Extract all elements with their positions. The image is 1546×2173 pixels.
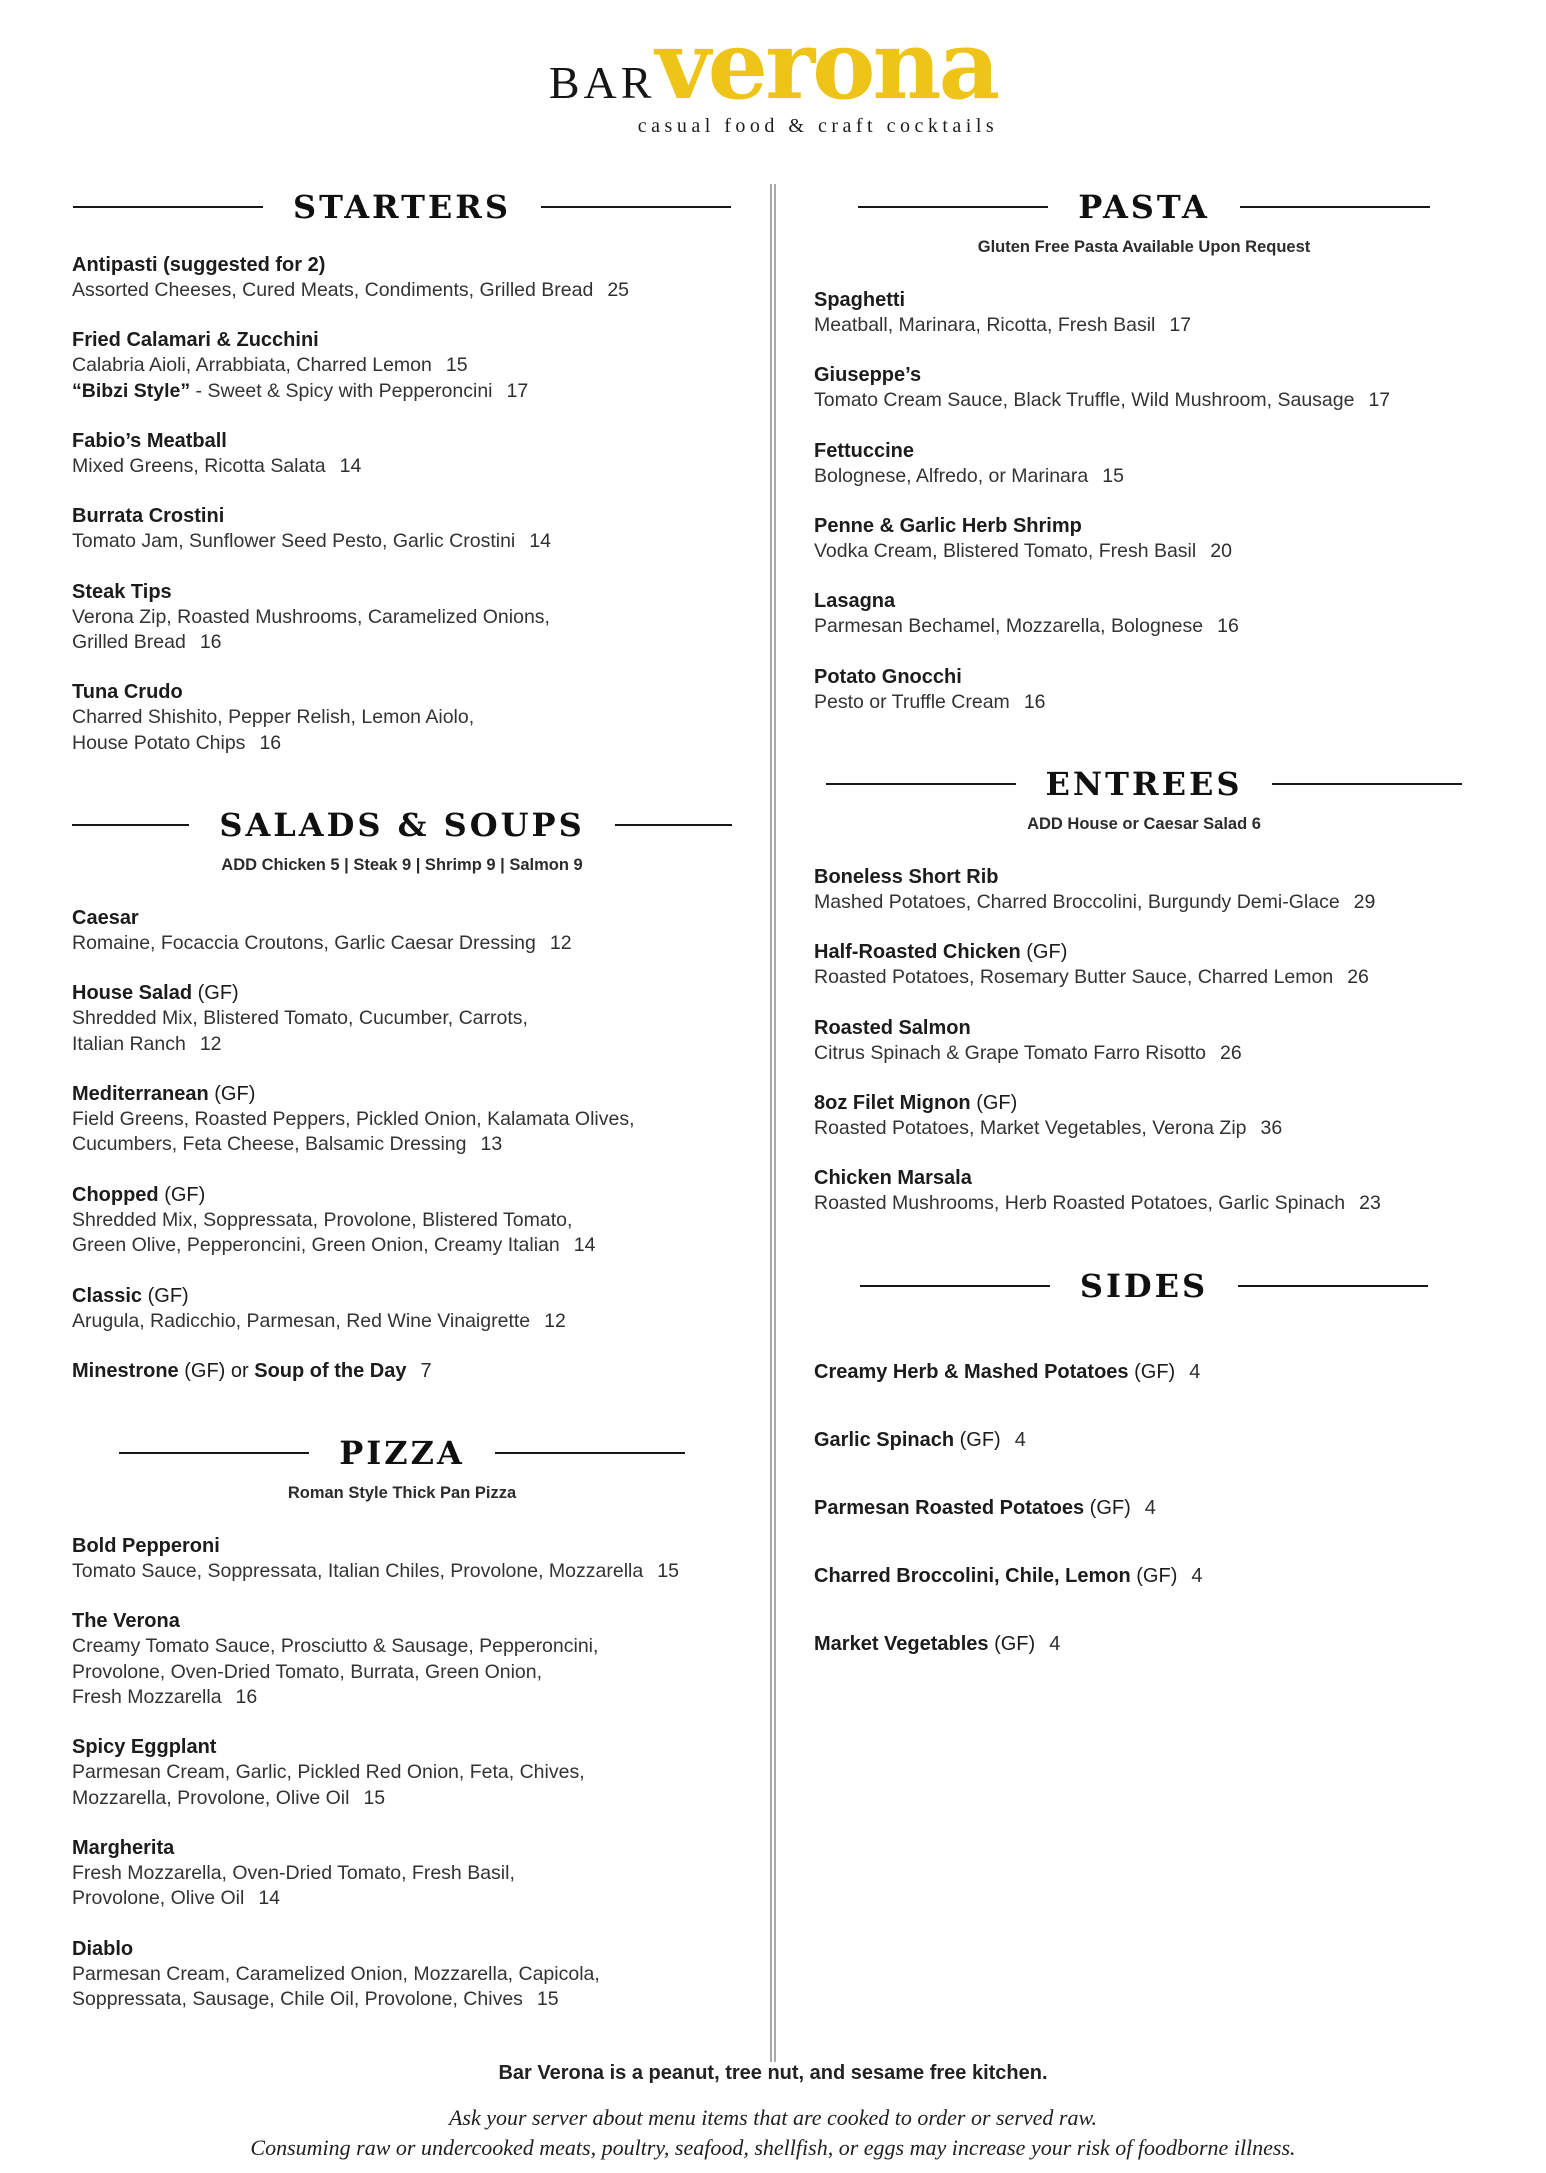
item-price: 25 xyxy=(607,279,630,301)
item-desc-text: Bolognese, Alfredo, or Marinara xyxy=(814,464,1089,487)
item-desc-text: Parmesan Bechamel, Mozzarella, Bolognese xyxy=(814,615,1204,638)
item-name-text: Classic xyxy=(72,1284,143,1307)
item-price: 15 xyxy=(445,354,468,377)
item-desc-text: Citrus Spinach & Grape Tomato Farro Risotto xyxy=(814,1041,1206,1064)
item-desc-text: Creamy Tomato Sauce, Prosciutto & Sausage, Pepperoncini, xyxy=(72,1635,599,1658)
item-desc-text: Tomato Cream Sauce, Black Truffle, Wild Mushroom, Sausage xyxy=(814,389,1355,412)
item-price: 14 xyxy=(339,455,362,478)
item-name xyxy=(72,679,732,705)
item-name-text: Caesar xyxy=(72,907,139,930)
item-name xyxy=(72,980,732,1006)
menu-section-entrees xyxy=(814,765,1474,1217)
item-price: 15 xyxy=(363,1786,386,1809)
menu-item xyxy=(814,287,1474,338)
item-desc-line xyxy=(72,1861,732,1886)
item-desc-text: (GF) xyxy=(1084,1496,1131,1519)
item-name xyxy=(72,1182,732,1208)
item-desc-line xyxy=(72,605,732,630)
item-name-text: House Salad xyxy=(72,982,193,1005)
menu-item xyxy=(814,864,1474,915)
item-desc-line xyxy=(72,1786,732,1811)
item-price: 20 xyxy=(1210,540,1232,563)
item-name xyxy=(814,438,1474,464)
item-desc-text: (GF) xyxy=(208,1083,256,1106)
item-desc-text: Cucumbers, Feta Cheese, Balsamic Dressing xyxy=(72,1133,467,1156)
item-price: 14 xyxy=(573,1234,596,1257)
item-name xyxy=(72,1283,732,1309)
section-header xyxy=(814,1267,1474,1305)
header-rule-left xyxy=(72,824,189,826)
item-desc-line xyxy=(72,1660,732,1685)
item-name-text: “Bibzi Style” xyxy=(72,379,191,402)
item-desc-text: Soppressata, Sausage, Chile Oil, Provolone, Chives xyxy=(72,1987,523,2010)
item-desc-text: Parmesan Cream, Caramelized Onion, Mozzarella, Capicola, xyxy=(72,1962,600,1985)
item-desc-text: Shredded Mix, Blistered Tomato, Cucumber, Carrots, xyxy=(72,1007,528,1030)
header-rule-left xyxy=(826,783,1016,785)
item-desc-line xyxy=(814,313,1474,338)
menu-item xyxy=(72,428,732,479)
item-desc-line xyxy=(72,454,732,479)
item-price: 12 xyxy=(544,1309,566,1332)
item-name xyxy=(814,1563,1474,1589)
menu-item xyxy=(814,1427,1474,1453)
item-name-text: Chicken Marsala xyxy=(814,1167,972,1190)
item-name-text: Steak Tips xyxy=(72,580,172,603)
header-rule-right xyxy=(615,824,732,826)
item-price: 13 xyxy=(480,1133,503,1156)
item-price: 23 xyxy=(1359,1192,1381,1215)
item-name-text: Margherita xyxy=(72,1836,175,1859)
item-desc-text: Mashed Potatoes, Charred Broccolini, Burgundy Demi-Glace xyxy=(814,891,1340,914)
menu-section-sides xyxy=(814,1267,1474,1657)
item-price: 36 xyxy=(1260,1117,1283,1140)
menu-section-pasta xyxy=(814,188,1474,715)
menu-item xyxy=(814,588,1474,639)
logo-verona-text: verona xyxy=(655,10,998,121)
item-desc-text: (GF) xyxy=(954,1428,1001,1451)
item-desc-line xyxy=(72,1208,732,1233)
item-price: 16 xyxy=(199,631,222,654)
section-title: STARTERS xyxy=(293,188,511,226)
menu-item xyxy=(814,513,1474,564)
item-price: 16 xyxy=(1023,690,1046,713)
menu-section-pizza xyxy=(72,1434,732,2012)
item-name xyxy=(72,252,732,278)
item-name xyxy=(72,1734,732,1760)
item-name xyxy=(814,1090,1474,1116)
header-rule-right xyxy=(1240,206,1430,208)
item-desc-line xyxy=(72,731,732,756)
item-price: 26 xyxy=(1219,1041,1242,1064)
menu-item xyxy=(72,1835,732,1912)
menu-item xyxy=(814,438,1474,489)
header-rule-left xyxy=(119,1452,309,1454)
item-price: 17 xyxy=(1169,314,1192,336)
item-price: 15 xyxy=(1102,464,1124,487)
item-desc-text: Provolone, Oven-Dried Tomato, Burrata, Green Onion, xyxy=(72,1660,543,1683)
item-desc-text: Assorted Cheeses, Cured Meats, Condiments, Grilled Bread xyxy=(72,279,594,301)
item-name xyxy=(814,939,1474,965)
menu-section-starters xyxy=(72,188,732,756)
item-name-text: Diablo xyxy=(72,1937,134,1960)
section-note: Gluten Free Pasta Available Upon Request xyxy=(977,238,1311,256)
item-price: 15 xyxy=(657,1559,679,1582)
item-name xyxy=(72,905,732,931)
menu-item xyxy=(814,939,1474,990)
item-desc-text: Provolone, Olive Oil xyxy=(72,1887,245,1910)
item-desc-text: (GF) xyxy=(158,1183,206,1206)
item-name-text: Antipasti (suggested for 2) xyxy=(72,254,326,276)
item-desc-line xyxy=(72,1886,732,1911)
header-rule-right xyxy=(541,206,731,208)
menu-item xyxy=(72,327,732,404)
item-desc-text: Tomato Jam, Sunflower Seed Pesto, Garlic Crostini xyxy=(72,530,516,553)
item-name xyxy=(72,1533,732,1559)
item-name-text: 8oz Filet Mignon xyxy=(814,1092,971,1115)
item-desc-text: Fresh Mozzarella, Oven-Dried Tomato, Fresh Basil, xyxy=(72,1861,515,1884)
item-desc-line xyxy=(814,388,1474,413)
item-desc-text: Roasted Potatoes, Rosemary Butter Sauce, Charred Lemon xyxy=(814,966,1334,989)
item-price: 12 xyxy=(199,1032,222,1055)
item-desc-text: House Potato Chips xyxy=(72,731,246,754)
item-desc-text: (GF) xyxy=(1020,941,1068,964)
item-name xyxy=(814,1427,1474,1453)
item-desc-text: Parmesan Cream, Garlic, Pickled Red Onion, Feta, Chives, xyxy=(72,1761,585,1784)
item-price: 4 xyxy=(1049,1632,1061,1655)
item-name xyxy=(814,1631,1474,1657)
item-name-text: Fettuccine xyxy=(814,439,915,462)
item-desc-text: Green Olive, Pepperoncini, Green Onion, Creamy Italian xyxy=(72,1234,560,1257)
item-name-text: Creamy Herb & Mashed Potatoes xyxy=(814,1360,1129,1383)
item-desc-line xyxy=(814,1116,1474,1141)
item-desc-line xyxy=(72,1309,732,1334)
menu-item xyxy=(72,579,732,656)
menu-item xyxy=(814,1015,1474,1066)
item-name-text: Giuseppe’s xyxy=(814,364,922,387)
menu-item xyxy=(814,1563,1474,1589)
item-desc-text: Tomato Sauce, Soppressata, Italian Chiles, Provolone, Mozzarella xyxy=(72,1559,644,1582)
item-desc-line xyxy=(814,539,1474,564)
item-desc-text: Romaine, Focaccia Croutons, Garlic Caesar Dressing xyxy=(72,932,536,955)
item-price: 16 xyxy=(1217,615,1239,638)
item-price: 17 xyxy=(1368,389,1391,412)
item-desc-text: Mixed Greens, Ricotta Salata xyxy=(72,455,326,478)
item-desc-line xyxy=(72,931,732,956)
item-desc-text: Grilled Bread xyxy=(72,631,186,654)
item-price: 4 xyxy=(1014,1428,1026,1451)
item-price: 14 xyxy=(529,530,551,553)
item-name xyxy=(814,664,1474,690)
item-desc-text: Vodka Cream, Blistered Tomato, Fresh Basil xyxy=(814,540,1197,563)
item-name xyxy=(814,1015,1474,1041)
item-desc-line xyxy=(814,614,1474,639)
item-desc-text: (GF) xyxy=(988,1632,1036,1655)
item-desc-line xyxy=(72,1559,732,1584)
item-name xyxy=(72,1936,732,1962)
item-name-text: Half-Roasted Chicken xyxy=(814,941,1021,964)
item-name xyxy=(814,287,1474,313)
section-header xyxy=(814,188,1474,226)
item-name-text: Fried Calamari & Zucchini xyxy=(72,329,319,352)
item-name-text: Chopped xyxy=(72,1183,159,1206)
item-price: 26 xyxy=(1347,966,1369,989)
item-desc-text: (GF) xyxy=(142,1284,189,1307)
item-desc-line xyxy=(72,529,732,554)
item-price: 4 xyxy=(1144,1496,1156,1519)
item-desc-text: Charred Shishito, Pepper Relish, Lemon Aiolo, xyxy=(72,706,475,729)
item-name xyxy=(814,588,1474,614)
item-desc-line xyxy=(72,1233,732,1258)
item-name-text: Spicy Eggplant xyxy=(72,1736,217,1759)
item-price: 14 xyxy=(258,1887,281,1910)
item-desc-text: Arugula, Radicchio, Parmesan, Red Wine Vinaigrette xyxy=(72,1309,531,1332)
menu-item xyxy=(72,1533,732,1584)
item-price: 17 xyxy=(506,379,529,402)
item-desc-line xyxy=(72,1032,732,1057)
item-price: 29 xyxy=(1353,891,1376,914)
item-desc-line xyxy=(72,1685,732,1710)
item-desc-text: (GF) xyxy=(1128,1360,1176,1383)
menu-item xyxy=(814,1631,1474,1657)
item-name-text: Charred Broccolini, Chile, Lemon xyxy=(814,1564,1131,1587)
item-name xyxy=(814,864,1474,890)
item-name xyxy=(72,503,732,529)
item-name-text: Boneless Short Rib xyxy=(814,866,999,889)
item-desc-line xyxy=(72,278,732,303)
section-title: SIDES xyxy=(1079,1266,1209,1305)
item-name-text: Spaghetti xyxy=(814,289,906,311)
item-price: 7 xyxy=(420,1359,432,1382)
section-title: ENTREES xyxy=(1045,765,1243,804)
menu-item xyxy=(72,1936,732,2013)
menu-item xyxy=(72,980,732,1057)
header-rule-left xyxy=(860,1285,1050,1287)
section-note: ADD Chicken 5 | Steak 9 | Shrimp 9 | Salmon 9 xyxy=(221,856,583,875)
logo-wordmark xyxy=(72,10,1474,121)
item-desc-text: (GF) xyxy=(1130,1564,1178,1587)
item-desc-text: - Sweet & Spicy with Pepperoncini xyxy=(190,379,493,402)
kitchen-note: Bar Verona is a peanut, tree nut, and sesame free kitchen. xyxy=(498,2062,1048,2085)
item-name xyxy=(72,428,732,454)
item-desc-text: Verona Zip, Roasted Mushrooms, Caramelized Onions, xyxy=(72,605,550,628)
item-name xyxy=(72,1081,732,1107)
item-desc-line xyxy=(814,1041,1474,1066)
item-desc-line xyxy=(72,1634,732,1659)
item-desc-text: Fresh Mozzarella xyxy=(72,1685,222,1708)
item-name xyxy=(72,1608,732,1634)
menu-item xyxy=(72,905,732,956)
item-name-text: Bold Pepperoni xyxy=(72,1534,220,1557)
item-name-text: Market Vegetables xyxy=(814,1632,989,1655)
section-note: Roman Style Thick Pan Pizza xyxy=(287,1483,517,1502)
item-name-text: Mediterranean xyxy=(72,1083,209,1106)
item-name-text: The Verona xyxy=(72,1610,180,1633)
item-desc-text: Pesto or Truffle Cream xyxy=(814,690,1010,713)
item-desc-line xyxy=(814,965,1474,990)
footer xyxy=(72,2062,1474,2172)
menu-columns xyxy=(72,184,1474,2062)
menu-item xyxy=(72,503,732,554)
header-rule-left xyxy=(858,206,1048,208)
menu-item xyxy=(72,1358,732,1384)
item-name xyxy=(72,1358,732,1384)
item-price: 15 xyxy=(536,1987,559,2010)
menu-item xyxy=(814,664,1474,715)
section-title: SALADS & SOUPS xyxy=(219,806,585,845)
item-name-text: Potato Gnocchi xyxy=(814,665,962,688)
item-desc-line xyxy=(72,1107,732,1132)
right-column xyxy=(776,184,1474,2062)
item-desc-line xyxy=(72,1132,732,1157)
section-header xyxy=(72,1434,732,1472)
menu-item xyxy=(72,1081,732,1158)
item-price: 16 xyxy=(259,731,282,754)
menu-item xyxy=(814,362,1474,413)
disclaimer-line-2: Consuming raw or undercooked meats, poultry, seafood, shellfish, or eggs may increase your risk of foodborne illness. xyxy=(250,2134,1296,2160)
section-title: PIZZA xyxy=(339,1433,465,1472)
item-desc-line xyxy=(814,890,1474,915)
menu-item xyxy=(814,1495,1474,1521)
item-name xyxy=(814,1165,1474,1191)
disclaimer-line-1: Ask your server about menu items that are cooked to order or served raw. xyxy=(448,2105,1098,2131)
item-name-text: Lasagna xyxy=(814,590,896,613)
item-desc-line xyxy=(814,464,1474,489)
item-name xyxy=(72,579,732,605)
item-desc-line xyxy=(814,1191,1474,1216)
item-name xyxy=(814,362,1474,388)
menu-item xyxy=(72,1182,732,1259)
item-name-text: Roasted Salmon xyxy=(814,1016,971,1039)
menu-item xyxy=(72,1608,732,1710)
item-desc-text: Shredded Mix, Soppressata, Provolone, Blistered Tomato, xyxy=(72,1208,573,1231)
item-price: 16 xyxy=(235,1685,258,1708)
menu-item xyxy=(72,679,732,756)
item-desc-text: Calabria Aioli, Arrabbiata, Charred Lemon xyxy=(72,354,432,377)
header-rule-right xyxy=(1238,1285,1428,1287)
item-desc-text: (GF) or xyxy=(178,1359,255,1382)
menu-item xyxy=(72,252,732,303)
menu-item xyxy=(72,1283,732,1334)
section-header xyxy=(72,806,732,844)
item-name-text: Soup of the Day xyxy=(254,1359,407,1382)
item-name-text: Parmesan Roasted Potatoes xyxy=(814,1496,1085,1519)
header-rule-right xyxy=(1272,783,1462,785)
item-desc-text: Roasted Potatoes, Market Vegetables, Verona Zip xyxy=(814,1117,1247,1140)
item-desc-line xyxy=(72,705,732,730)
item-name-text: Tuna Crudo xyxy=(72,681,183,704)
menu-item xyxy=(814,1359,1474,1385)
logo xyxy=(72,10,1474,138)
section-header xyxy=(814,765,1474,803)
menu-item xyxy=(814,1165,1474,1216)
header-rule-right xyxy=(495,1452,685,1454)
item-desc-line xyxy=(72,630,732,655)
item-price: 4 xyxy=(1191,1564,1203,1587)
menu-section-salads-soups xyxy=(72,806,732,1384)
logo-tagline: casual food & craft cocktails xyxy=(637,115,999,137)
item-name-text: Fabio’s Meatball xyxy=(72,430,227,453)
item-desc-line xyxy=(72,1760,732,1785)
logo-bar-text: BAR xyxy=(548,57,656,108)
item-name xyxy=(814,1495,1474,1521)
item-desc-text: Field Greens, Roasted Peppers, Pickled Onion, Kalamata Olives, xyxy=(72,1108,635,1131)
item-name xyxy=(72,327,732,353)
menu-item xyxy=(72,1734,732,1811)
left-column xyxy=(72,184,770,2062)
item-desc-text: Roasted Mushrooms, Herb Roasted Potatoes, Garlic Spinach xyxy=(814,1192,1346,1215)
item-name xyxy=(72,1835,732,1861)
item-desc-text: Meatball, Marinara, Ricotta, Fresh Basil xyxy=(814,314,1156,336)
item-price: 4 xyxy=(1189,1360,1201,1383)
section-header xyxy=(72,188,732,226)
item-desc-line xyxy=(814,690,1474,715)
item-name-text: Garlic Spinach xyxy=(814,1428,955,1451)
item-desc-line xyxy=(72,353,732,378)
item-price: 12 xyxy=(549,932,572,955)
menu-item xyxy=(814,1090,1474,1141)
item-name-text: Penne & Garlic Herb Shrimp xyxy=(814,515,1082,538)
item-desc-line xyxy=(72,1006,732,1031)
item-desc-text: (GF) xyxy=(192,982,239,1005)
item-desc-text: Italian Ranch xyxy=(72,1032,186,1055)
item-name xyxy=(814,513,1474,539)
header-rule-left xyxy=(73,206,263,208)
item-desc-text: (GF) xyxy=(970,1092,1018,1115)
section-note: ADD House or Caesar Salad 6 xyxy=(1027,815,1261,834)
item-desc-text: Mozzarella, Provolone, Olive Oil xyxy=(72,1786,350,1809)
item-desc-line xyxy=(72,379,732,404)
item-name-text: Minestrone xyxy=(72,1359,179,1382)
item-name-text: Burrata Crostini xyxy=(72,505,225,528)
item-desc-line xyxy=(72,1962,732,1987)
item-name xyxy=(814,1359,1474,1385)
section-title: PASTA xyxy=(1078,188,1210,226)
